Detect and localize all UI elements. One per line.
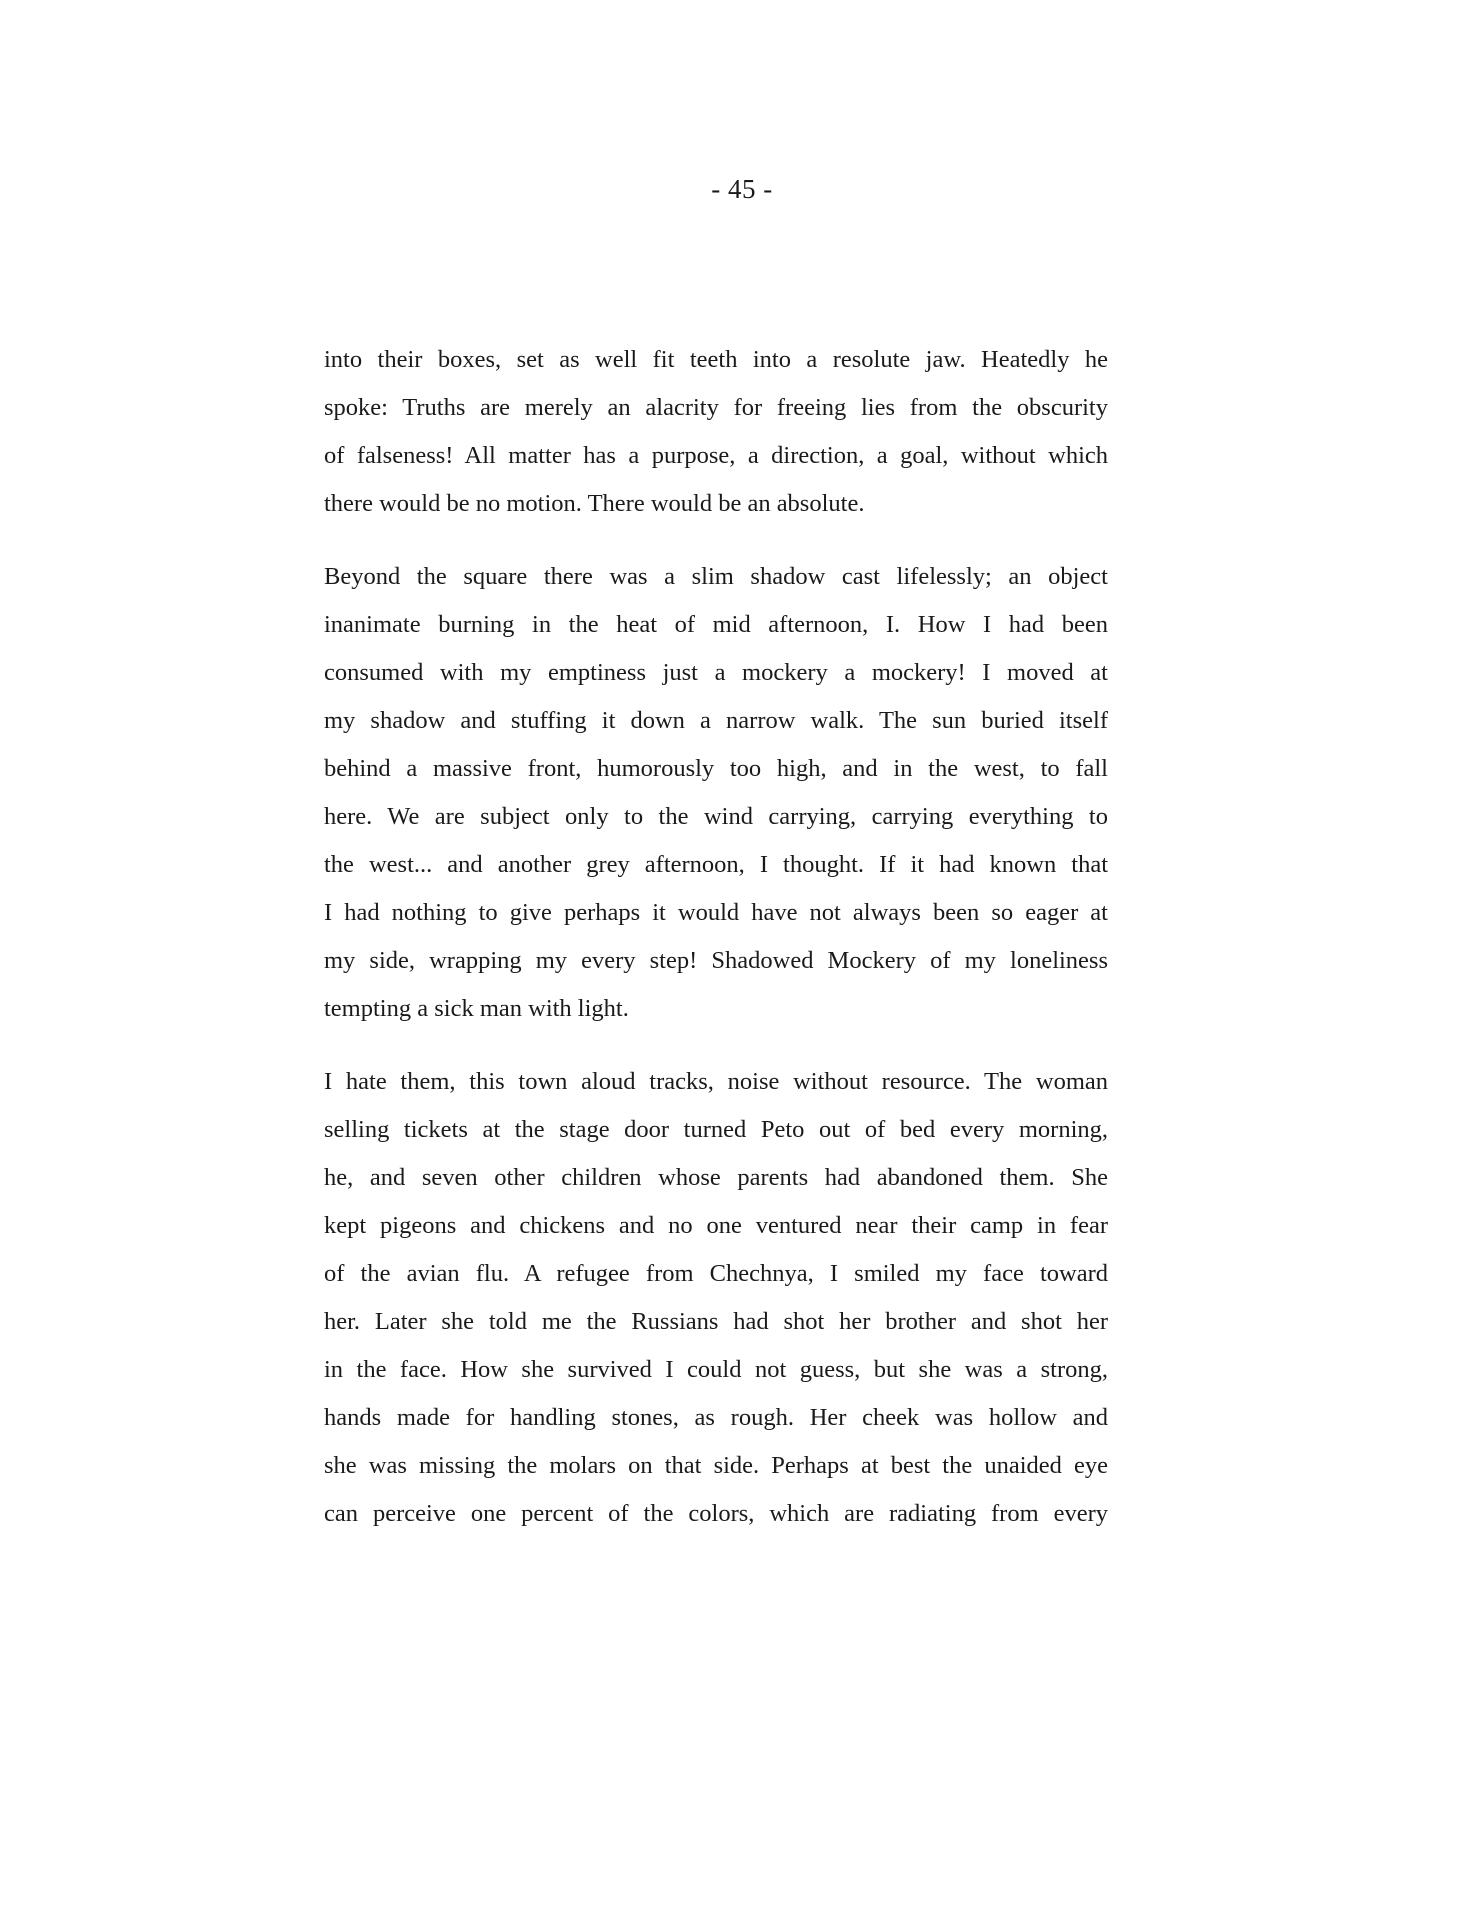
paragraph-gap: [324, 532, 1108, 557]
page-number: - 45 -: [711, 174, 773, 204]
text-line: there would be no motion. There would be an absolute.: [324, 490, 865, 517]
text-line: into their boxes, set as well fit teeth into a resolute jaw. Heatedly he: [324, 346, 1108, 373]
text-line: in the face. How she survived I could not guess, but she was a strong,: [324, 1356, 1108, 1383]
paragraph-1: [324, 340, 1108, 532]
text-line: I had nothing to give perhaps it would have not always been so eager at: [324, 899, 1108, 926]
text-line: my side, wrapping my every step! Shadowed Mockery of my loneliness: [324, 947, 1108, 974]
text-line: the west... and another grey afternoon, I thought. If it had known that: [324, 851, 1108, 878]
text-line: here. We are subject only to the wind carrying, carrying everything to: [324, 803, 1108, 830]
text-line: I hate them, this town aloud tracks, noise without resource. The woman: [324, 1068, 1108, 1095]
text-line: of falseness! All matter has a purpose, a direction, a goal, without which: [324, 442, 1108, 469]
text-line: consumed with my emptiness just a mockery a mockery! I moved at: [324, 659, 1108, 686]
text-line: my shadow and stuffing it down a narrow walk. The sun buried itself: [324, 707, 1108, 734]
text-line: behind a massive front, humorously too high, and in the west, to fall: [324, 755, 1108, 782]
paragraph-gap: [324, 1037, 1108, 1062]
text-line: hands made for handling stones, as rough. Her cheek was hollow and: [324, 1404, 1108, 1431]
text-line: of the avian flu. A refugee from Chechnya, I smiled my face toward: [324, 1260, 1108, 1287]
text-line: spoke: Truths are merely an alacrity for freeing lies from the obscurity: [324, 394, 1108, 421]
text-line: kept pigeons and chickens and no one ventured near their camp in fear: [324, 1212, 1108, 1239]
text-line: selling tickets at the stage door turned Peto out of bed every morning,: [324, 1116, 1108, 1143]
body-text: [324, 340, 1108, 1542]
text-line: can perceive one percent of the colors, which are radiating from every: [324, 1500, 1108, 1527]
text-line: she was missing the molars on that side. Perhaps at best the unaided eye: [324, 1452, 1108, 1479]
text-line: her. Later she told me the Russians had shot her brother and shot her: [324, 1308, 1108, 1335]
paragraph-3: [324, 1062, 1108, 1542]
text-line: inanimate burning in the heat of mid afternoon, I. How I had been: [324, 611, 1108, 638]
text-line: tempting a sick man with light.: [324, 995, 629, 1022]
text-line: Beyond the square there was a slim shadow cast lifelessly; an object: [324, 563, 1108, 590]
text-line: he, and seven other children whose parents had abandoned them. She: [324, 1164, 1108, 1191]
paragraph-2: [324, 557, 1108, 1037]
